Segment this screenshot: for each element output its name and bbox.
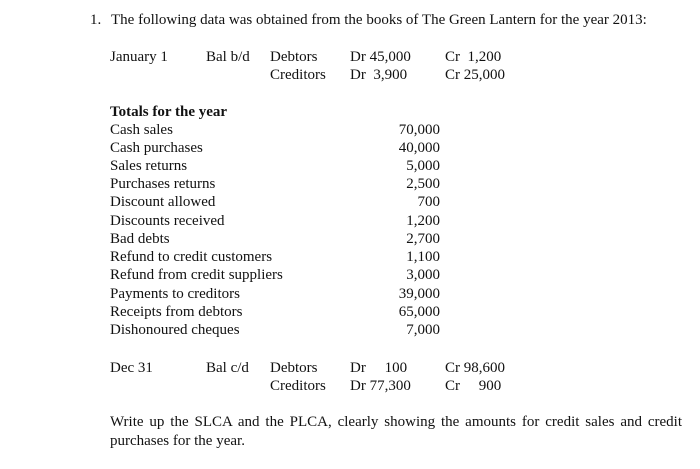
closing-creditors-dr: Dr 77,300 xyxy=(350,378,411,394)
closing-debtors-dr: Dr 100 xyxy=(350,360,408,376)
closing-label: Bal c/d xyxy=(206,360,249,376)
closing-creditors-cr: Cr 900 xyxy=(445,378,502,394)
totals-item-value: 2,500 xyxy=(406,176,440,192)
totals-item-label: Bad debts xyxy=(110,231,170,247)
question-number: 1. xyxy=(90,12,102,28)
totals-item-value: 39,000 xyxy=(398,286,440,302)
opening-debtors-name: Debtors xyxy=(270,49,318,65)
totals-item-value: 5,000 xyxy=(406,158,440,174)
totals-item-value: 1,100 xyxy=(406,249,440,265)
totals-item-value: 700 xyxy=(417,194,440,210)
totals-item-value: 40,000 xyxy=(398,140,440,156)
totals-item-value: 2,700 xyxy=(406,231,440,247)
question-text: The following data was obtained from the books of The Green Lantern for the year 2013: xyxy=(111,12,647,28)
instruction-text: Write up the SLCA and the PLCA, clearly showing the amounts for credit sales and credit purchases for the year. xyxy=(110,414,682,449)
totals-item-label: Dishonoured cheques xyxy=(110,322,240,338)
totals-item-label: Discount allowed xyxy=(110,194,216,210)
totals-item-value: 70,000 xyxy=(398,122,440,138)
opening-debtors-cr: Cr 1,200 xyxy=(445,49,502,65)
closing-creditors-name: Creditors xyxy=(270,378,326,394)
totals-item-value: 3,000 xyxy=(406,267,440,283)
totals-item-label: Refund to credit customers xyxy=(110,249,273,265)
totals-item-value: 1,200 xyxy=(406,213,440,229)
opening-creditors-dr: Dr 3,900 xyxy=(350,67,408,83)
opening-creditors-cr: Cr 25,000 xyxy=(445,67,505,83)
totals-item-value: 65,000 xyxy=(398,304,440,320)
totals-item-label: Refund from credit suppliers xyxy=(110,267,283,283)
closing-debtors-cr: Cr 98,600 xyxy=(445,360,505,376)
closing-date: Dec 31 xyxy=(110,360,153,376)
opening-label: Bal b/d xyxy=(206,49,250,65)
totals-item-value: 7,000 xyxy=(406,322,440,338)
opening-creditors-name: Creditors xyxy=(270,67,326,83)
totals-item-label: Discounts received xyxy=(110,213,225,229)
totals-item-label: Cash purchases xyxy=(110,140,203,156)
totals-item-label: Receipts from debtors xyxy=(110,304,243,320)
opening-date: January 1 xyxy=(110,49,168,65)
totals-item-label: Sales returns xyxy=(110,158,188,174)
totals-item-label: Purchases returns xyxy=(110,176,216,192)
closing-debtors-name: Debtors xyxy=(270,360,318,376)
totals-item-label: Cash sales xyxy=(110,122,173,138)
totals-item-label: Payments to creditors xyxy=(110,286,240,302)
totals-heading: Totals for the year xyxy=(110,104,228,120)
opening-debtors-dr: Dr 45,000 xyxy=(350,49,411,65)
